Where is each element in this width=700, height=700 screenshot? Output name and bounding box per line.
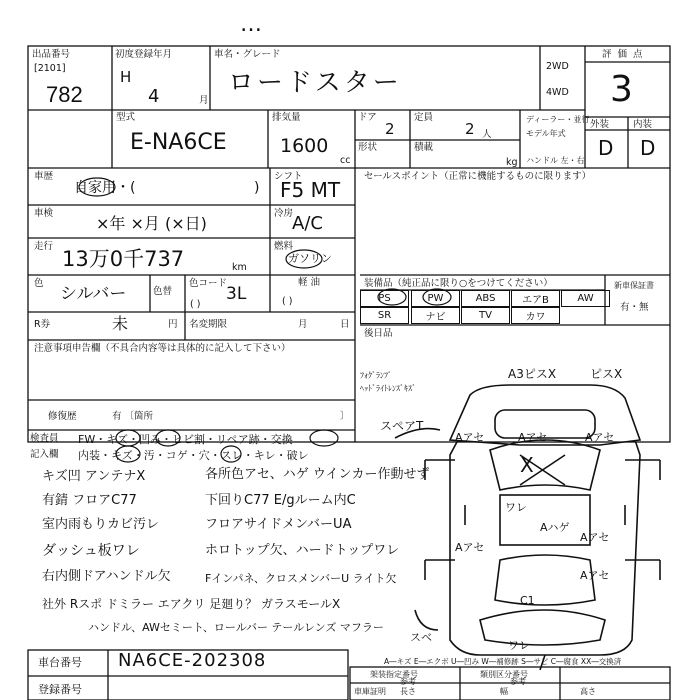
repaint-label: 色替	[153, 286, 173, 297]
equipment-label: 装備品（純正品に限り○をつけてください）	[364, 278, 553, 289]
note-a3: A3ピスX	[508, 367, 557, 381]
equipment-item-r2-2: TV	[461, 307, 510, 324]
first-reg-month: 月	[199, 95, 209, 106]
first-reg-era: H	[120, 68, 132, 86]
footer-box-a: 架装指定番号	[370, 670, 418, 679]
first-reg-year: 4	[148, 86, 160, 107]
dealer-label: ディーラー・並行	[526, 115, 590, 124]
diagram-label-7: Aアセ	[580, 531, 610, 544]
car-name-label: 車名・グレード	[214, 49, 281, 60]
equipment-item-3: エアB	[511, 290, 560, 307]
note-b: ピスX	[590, 367, 623, 381]
model-value: E-NA6CE	[130, 130, 227, 155]
mileage-label: 走行	[34, 241, 54, 252]
post-fit-label: 後日品	[364, 328, 393, 339]
load-label: 積載	[414, 142, 434, 153]
color-code-label: 色コード	[189, 278, 228, 289]
shift-label: シフト	[274, 171, 303, 182]
name-change-month: 月	[298, 319, 308, 330]
equipment-item-r2-0: SR	[360, 307, 409, 324]
diagram-label-5: Aハゲ	[540, 521, 570, 534]
diagram-label-6: Aアセ	[455, 541, 485, 554]
equipment-item-r2-3: カワ	[511, 307, 560, 324]
inspector-row2: 内装・キズ・汚・コゲ・穴・スレ・キレ・破レ	[78, 449, 309, 462]
note-line3a: 室内雨もりカビ汚レ	[42, 517, 160, 532]
drive-4wd: 4WD	[546, 87, 569, 98]
capacity-unit: 人	[482, 129, 492, 140]
chassis-value: NA6CE-202308	[118, 650, 267, 671]
name-change-day: 日	[340, 319, 350, 330]
warranty-label: 新車保証書	[614, 281, 654, 290]
name-change-label: 名変期限	[189, 319, 228, 330]
note-line1a: キズ凹 アンテナX	[42, 469, 146, 484]
inspector-label: 検査員	[30, 433, 59, 444]
header-title-fragment: …	[240, 12, 280, 37]
mileage-unit: km	[232, 262, 247, 273]
history-close: )	[254, 180, 260, 196]
legend-text: A―キズ E―エクボ U―凹み W―補修跡 S―サビ C―腐食 XX―交換済	[384, 657, 622, 666]
notes-label: 注意事項申告欄（不具合内容等は具体的に記入して下さい）	[34, 343, 291, 354]
recycle-value: 未	[112, 314, 129, 333]
lot-label: 出品番号	[32, 49, 71, 60]
lot-code: [2101]	[34, 63, 66, 74]
diagram-label-4: ワレ	[505, 501, 527, 514]
footer-box-b: 類別区分番号	[480, 670, 528, 679]
exterior-score: D	[598, 136, 614, 160]
recycle-label: R券	[34, 319, 51, 330]
doors-label: ドア	[358, 112, 377, 123]
car-diagram	[395, 385, 660, 670]
history-label: 車歴	[34, 171, 54, 182]
drive-2wd: 2WD	[546, 61, 569, 72]
inspection-label: 車検	[34, 208, 54, 219]
fuel-label: 燃料	[274, 241, 294, 252]
interior-score: D	[640, 136, 656, 160]
equipment-item-0: PS	[360, 290, 409, 307]
exterior-label: 外装	[590, 119, 610, 130]
color-label: 色	[34, 278, 44, 289]
color-value: シルバー	[60, 284, 127, 304]
fuel-opt2: 軽 油	[298, 277, 321, 288]
note-line6: 社外 Rスポ ドミラー エアクリ 足廻り？ ガラスモールX	[42, 597, 341, 611]
diagram-label-8: Aアセ	[580, 569, 610, 582]
inspector-row1: FW・キズ・凹み・ヒビ割・リペア跡・交換	[78, 433, 293, 446]
footer-box-e: 幅	[500, 687, 508, 696]
note-line2a: 有錆 フロアC77	[42, 493, 137, 508]
warranty-value: 有・無	[620, 302, 649, 313]
equipment-item-2: ABS	[461, 290, 510, 307]
note-line1b: 各所色アセ、ハゲ ウインカー作動せず	[205, 467, 430, 482]
ac-label: 冷房	[274, 208, 294, 219]
ac-value: A/C	[292, 213, 323, 234]
shape-label: 形状	[358, 142, 378, 153]
color-paren: ( )	[190, 299, 201, 310]
equipment-item-4: AW	[561, 290, 610, 307]
repair-close: 〕	[340, 411, 350, 422]
mileage-value: 13万0千737	[62, 247, 185, 271]
model-label: 型式	[116, 112, 136, 123]
note-headlight: ﾍｯﾄﾞﾗｲﾄﾚﾝｽﾞｷｽﾞ	[360, 384, 416, 393]
inspector-label2: 記入欄	[30, 449, 59, 460]
doors-value: 2	[385, 120, 395, 138]
color-code-value: 3L	[226, 284, 247, 304]
note-line4b: ホロトップ欠、ハードトップワレ	[205, 543, 400, 558]
equipment-item-1: PW	[411, 290, 460, 307]
history-value: 自家用・(	[74, 180, 136, 196]
equipment-item-r2-1: ナビ	[411, 307, 460, 324]
footer-box-c: 車庫証明	[354, 687, 386, 696]
fuel-value: ガソリン	[288, 252, 332, 265]
inspection-value: ×年 ×月 (×日)	[96, 214, 207, 233]
fuel-paren: ( )	[282, 296, 293, 307]
registration-label: 登録番号	[38, 683, 82, 696]
chassis-label: 車台番号	[38, 656, 82, 669]
footer-box-d: 長さ	[400, 687, 416, 696]
displacement-unit: cc	[340, 155, 351, 166]
load-unit: kg	[506, 157, 518, 168]
repair-value: 有 〔箇所	[112, 411, 154, 422]
note-line4a: ダッシュ板ワレ	[42, 543, 140, 559]
note-line7: ハンドル、AWセミート、ロールバー テールレンズ マフラー	[88, 621, 384, 634]
first-reg-label: 初度登録年月	[115, 49, 173, 60]
spare-tire-note: スペアT	[380, 419, 424, 433]
footer-box-f: 高さ	[580, 687, 596, 696]
shift-value: F5 MT	[280, 178, 341, 202]
model-year-label: モデル年式	[526, 129, 566, 138]
sales-point-label: セールスポイント（正常に機能するものに限ります）	[364, 171, 592, 182]
capacity-value: 2	[465, 120, 475, 138]
diagram-label-3: X	[520, 453, 534, 477]
score-label: 評価点	[602, 49, 649, 60]
interior-label: 内装	[633, 119, 653, 130]
diagram-label-1: Aアセ	[518, 431, 548, 444]
displacement-label: 排気量	[272, 112, 301, 123]
diagram-label-0: Aアセ	[455, 431, 485, 444]
footer-sub-b: 参考	[510, 677, 526, 686]
footer-sub-a: 参考	[400, 677, 416, 686]
diagram-label-2: Aアセ	[585, 431, 615, 444]
car-name-value: ロードスター	[228, 68, 402, 98]
recycle-unit: 円	[168, 319, 178, 330]
repair-label: 修復歴	[48, 411, 77, 422]
lot-number: 782	[46, 82, 83, 107]
note-fog: ﾌｫｸﾞﾗﾝﾌﾟ	[360, 371, 392, 380]
note-line2b: 下回りC77 E/gルーム内C	[205, 493, 356, 508]
note-line5b: Fインパネ、クロスメンバーU ライト欠	[205, 572, 397, 585]
displacement-value: 1600	[280, 135, 329, 157]
capacity-label: 定員	[414, 112, 434, 123]
score-value: 3	[610, 69, 633, 110]
note-line3b: フロアサイドメンバーUA	[205, 517, 352, 532]
note-line5a: 右内側ドアハンドル欠	[42, 569, 171, 584]
diagram-label-10: ワレ	[508, 639, 530, 652]
diagram-label-9: C1	[520, 594, 535, 607]
handle-label: ハンドル 左・右	[526, 156, 585, 165]
diagram-label-11: スベ	[410, 631, 432, 644]
